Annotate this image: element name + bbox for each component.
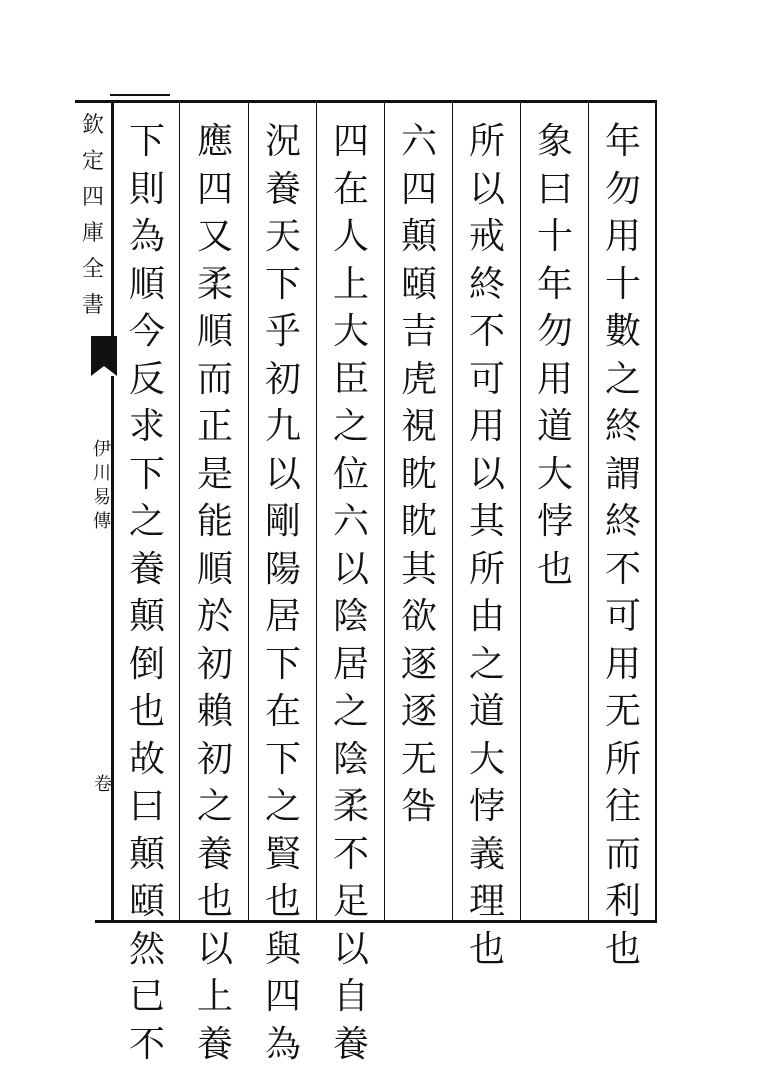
column-character: 陽	[261, 546, 305, 594]
column-character: 養	[193, 1021, 237, 1068]
column-character: 頤	[125, 878, 169, 926]
column-character: 視	[397, 403, 441, 451]
text-column-8	[116, 118, 178, 1068]
top-border	[75, 100, 657, 103]
column-character: 以	[329, 546, 373, 594]
column-character: 天	[261, 213, 305, 261]
column-character: 能	[193, 498, 237, 546]
column-character: 人	[329, 213, 373, 261]
column-character: 柔	[329, 783, 373, 831]
column-character: 下	[125, 451, 169, 499]
column-rule	[384, 102, 385, 922]
column-character: 其	[397, 546, 441, 594]
column-character: 終	[601, 498, 645, 546]
column-rule	[316, 102, 317, 922]
column-character: 年	[533, 261, 577, 309]
column-character: 大	[329, 308, 373, 356]
column-character: 由	[465, 593, 509, 641]
column-character: 道	[533, 403, 577, 451]
column-rule	[520, 102, 521, 922]
column-character: 理	[465, 878, 509, 926]
column-character: 六	[397, 118, 441, 166]
column-character: 之	[125, 498, 169, 546]
column-character: 道	[465, 688, 509, 736]
column-character: 與	[261, 926, 305, 974]
column-character: 足	[329, 878, 373, 926]
column-character: 乎	[261, 308, 305, 356]
column-character: 所	[601, 736, 645, 784]
column-character: 以	[329, 926, 373, 974]
column-character: 應	[193, 118, 237, 166]
column-character: 吉	[397, 308, 441, 356]
column-character: 頤	[397, 261, 441, 309]
column-character: 不	[125, 1021, 169, 1068]
text-column-4	[388, 118, 450, 831]
column-character: 顛	[397, 213, 441, 261]
column-character: 往	[601, 783, 645, 831]
column-character: 之	[465, 641, 509, 689]
column-character: 居	[261, 593, 305, 641]
column-rule	[111, 102, 114, 922]
column-character: 之	[261, 783, 305, 831]
column-character: 之	[601, 356, 645, 404]
column-character: 之	[193, 783, 237, 831]
column-character: 順	[125, 261, 169, 309]
column-character: 養	[125, 546, 169, 594]
column-character: 柔	[193, 261, 237, 309]
title-character: 書	[82, 288, 104, 324]
column-character: 之	[329, 688, 373, 736]
column-character: 為	[125, 213, 169, 261]
column-character: 養	[329, 1021, 373, 1068]
column-character: 用	[533, 356, 577, 404]
column-character: 在	[261, 688, 305, 736]
column-character: 初	[193, 641, 237, 689]
column-character: 數	[601, 308, 645, 356]
title-character: 庫	[82, 216, 104, 252]
column-character: 況	[261, 118, 305, 166]
book-name	[93, 438, 111, 534]
book-name-character: 川	[93, 462, 111, 486]
title-character: 全	[82, 252, 104, 288]
top-border-thin	[110, 94, 170, 96]
column-character: 於	[193, 593, 237, 641]
column-character: 顛	[125, 593, 169, 641]
text-column-5	[320, 118, 382, 1068]
column-character: 則	[125, 166, 169, 214]
column-character: 下	[261, 736, 305, 784]
column-character: 四	[261, 973, 305, 1021]
title-character: 欽	[82, 108, 104, 144]
column-rule	[248, 102, 249, 922]
column-character: 以	[261, 451, 305, 499]
column-character: 賢	[261, 831, 305, 879]
column-character: 也	[193, 878, 237, 926]
column-character: 也	[465, 926, 509, 974]
column-character: 九	[261, 403, 305, 451]
column-character: 无	[601, 688, 645, 736]
column-character: 可	[601, 593, 645, 641]
column-character: 也	[261, 878, 305, 926]
column-character: 咎	[397, 783, 441, 831]
column-character: 顛	[125, 831, 169, 879]
column-character: 不	[329, 831, 373, 879]
column-character: 臣	[329, 356, 373, 404]
column-character: 初	[261, 356, 305, 404]
column-character: 也	[533, 546, 577, 594]
text-column-7	[184, 118, 246, 1068]
column-character: 以	[193, 926, 237, 974]
column-character: 自	[329, 973, 373, 1021]
column-character: 无	[397, 736, 441, 784]
column-character: 用	[465, 403, 509, 451]
column-character: 象	[533, 118, 577, 166]
column-character: 下	[261, 261, 305, 309]
column-character: 初	[193, 736, 237, 784]
column-character: 居	[329, 641, 373, 689]
text-column-2	[524, 118, 586, 593]
column-character: 今	[125, 308, 169, 356]
column-character: 勿	[601, 166, 645, 214]
column-character: 陰	[329, 736, 373, 784]
column-character: 之	[329, 403, 373, 451]
column-character: 勿	[533, 308, 577, 356]
column-character: 在	[329, 166, 373, 214]
column-character: 眈	[397, 498, 441, 546]
column-character: 義	[465, 831, 509, 879]
column-character: 反	[125, 356, 169, 404]
folio-mark: 卷	[94, 770, 112, 796]
column-character: 逐	[397, 688, 441, 736]
column-character: 虎	[397, 356, 441, 404]
column-character: 不	[601, 546, 645, 594]
column-rule	[179, 102, 180, 922]
column-character: 逐	[397, 641, 441, 689]
column-character: 養	[261, 166, 305, 214]
column-character: 不	[465, 308, 509, 356]
column-character: 悖	[533, 498, 577, 546]
column-character: 終	[601, 403, 645, 451]
column-character: 戒	[465, 213, 509, 261]
column-character: 故	[125, 736, 169, 784]
column-character: 順	[193, 308, 237, 356]
column-character: 謂	[601, 451, 645, 499]
column-character: 又	[193, 213, 237, 261]
column-character: 正	[193, 403, 237, 451]
column-character: 而	[601, 831, 645, 879]
column-character: 終	[465, 261, 509, 309]
column-character: 已	[125, 973, 169, 1021]
collection-title	[79, 108, 107, 324]
column-character: 悖	[465, 783, 509, 831]
column-character: 上	[193, 973, 237, 1021]
column-rule	[655, 102, 657, 922]
column-character: 也	[125, 688, 169, 736]
column-character: 以	[465, 451, 509, 499]
column-character: 下	[125, 118, 169, 166]
column-character: 下	[261, 641, 305, 689]
column-rule	[588, 102, 589, 922]
column-rule	[452, 102, 453, 922]
column-character: 上	[329, 261, 373, 309]
title-character: 定	[82, 144, 104, 180]
column-character: 陰	[329, 593, 373, 641]
column-character: 眈	[397, 451, 441, 499]
column-character: 四	[329, 118, 373, 166]
column-character: 四	[193, 166, 237, 214]
column-character: 賴	[193, 688, 237, 736]
column-character: 是	[193, 451, 237, 499]
text-column-6	[252, 118, 314, 1068]
title-character: 四	[82, 180, 104, 216]
column-character: 利	[601, 878, 645, 926]
column-character: 位	[329, 451, 373, 499]
column-character: 求	[125, 403, 169, 451]
column-character: 曰	[125, 783, 169, 831]
column-character: 其	[465, 498, 509, 546]
text-column-1	[592, 118, 654, 973]
column-character: 曰	[533, 166, 577, 214]
book-name-character: 伊	[93, 438, 111, 462]
column-character: 也	[601, 926, 645, 974]
column-character: 順	[193, 546, 237, 594]
column-character: 四	[397, 166, 441, 214]
column-character: 欲	[397, 593, 441, 641]
text-column-3	[456, 118, 518, 973]
column-character: 以	[465, 166, 509, 214]
column-character: 倒	[125, 641, 169, 689]
column-character: 大	[533, 451, 577, 499]
book-name-character: 易	[93, 486, 111, 510]
column-character: 剛	[261, 498, 305, 546]
column-character: 六	[329, 498, 373, 546]
column-character: 十	[533, 213, 577, 261]
column-character: 用	[601, 641, 645, 689]
column-character: 用	[601, 213, 645, 261]
column-character: 可	[465, 356, 509, 404]
column-character: 所	[465, 546, 509, 594]
book-name-character: 傳	[93, 510, 111, 534]
fish-tail-mark	[91, 336, 117, 366]
column-character: 十	[601, 261, 645, 309]
column-character: 為	[261, 1021, 305, 1068]
column-character: 大	[465, 736, 509, 784]
column-character: 所	[465, 118, 509, 166]
column-character: 然	[125, 926, 169, 974]
column-character: 年	[601, 118, 645, 166]
column-character: 而	[193, 356, 237, 404]
column-character: 養	[193, 831, 237, 879]
